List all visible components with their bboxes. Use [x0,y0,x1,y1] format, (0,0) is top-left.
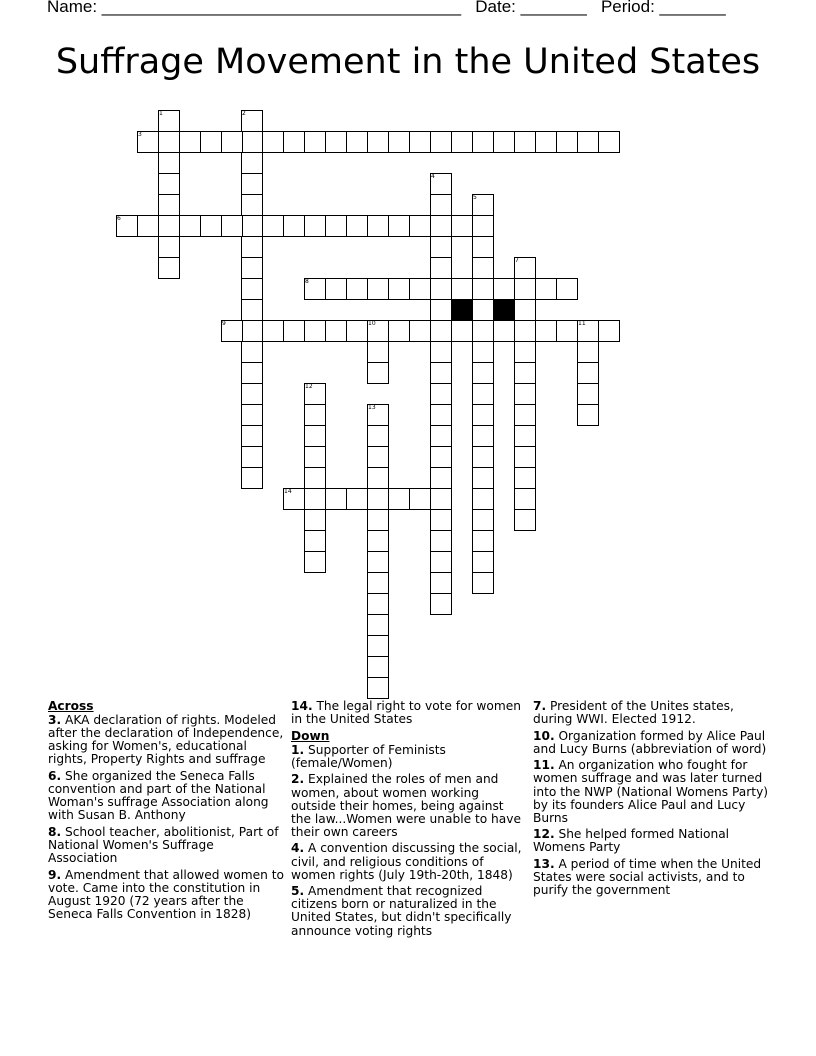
crossword-cell[interactable] [304,509,326,531]
crossword-cell[interactable] [221,215,243,237]
crossword-cell[interactable] [430,194,452,216]
crossword-cell[interactable] [241,341,263,363]
clue-across-6: 6. She organized the Seneca Falls convention and part of the National Woman's suffrage Association along with Susan B. Anthony [48,768,269,823]
crossword-cell[interactable] [241,257,263,279]
crossword-cell[interactable] [346,215,368,237]
crossword-cell[interactable] [325,488,347,510]
across-heading: Across [48,699,94,713]
crossword-cell[interactable] [493,320,515,342]
crossword-cell[interactable] [514,404,536,426]
crossword-cell[interactable] [430,551,452,573]
crossword-cell[interactable] [514,425,536,447]
crossword-cell[interactable] [346,320,368,342]
crossword-cell[interactable] [472,236,494,258]
crossword-cell[interactable] [367,278,389,300]
crossword-cell[interactable] [430,488,452,510]
clue-down-10: 10. Organization formed by Alice Paul and Lucy Burns (abbreviation of word) [533,728,767,756]
crossword-black-cell [493,299,515,321]
crossword-cell[interactable] [304,446,326,468]
crossword-cell[interactable] [367,614,389,636]
crossword-cell[interactable] [325,278,347,300]
crossword-cell[interactable] [472,572,494,594]
crossword-cell[interactable] [137,131,159,153]
crossword-cell[interactable] [493,278,515,300]
crossword-cell[interactable] [367,362,389,384]
crossword-cell[interactable] [388,215,410,237]
crossword-cell[interactable] [472,488,494,510]
clue-number: 10 [368,320,376,327]
crossword-cell[interactable] [304,467,326,489]
down-heading: Down [291,728,330,743]
clues-column-1 [48,700,284,925]
crossword-cell[interactable] [241,194,263,216]
crossword-cell[interactable] [304,278,326,300]
crossword-cell[interactable] [283,215,305,237]
crossword-cell[interactable] [241,110,263,132]
crossword-cell[interactable] [430,173,452,195]
crossword-cell[interactable] [158,131,180,153]
crossword-cell[interactable] [241,131,263,153]
crossword-cell[interactable] [409,320,431,342]
crossword-cell[interactable] [451,278,473,300]
crossword-cell[interactable] [367,320,389,342]
clue-number: 1 [159,110,163,117]
crossword-cell[interactable] [577,320,599,342]
crossword-cell[interactable] [409,215,431,237]
crossword-cell[interactable] [430,299,452,321]
crossword-cell[interactable] [451,320,473,342]
crossword-cell[interactable] [367,656,389,678]
crossword-cell[interactable] [241,362,263,384]
page-title: Suffrage Movement in the United States [55,42,761,82]
crossword-cell[interactable] [430,215,452,237]
crossword-cell[interactable] [514,299,536,321]
crossword-cell[interactable] [158,236,180,258]
crossword-cell[interactable] [514,341,536,363]
clue-number: 11 [578,320,586,327]
crossword-cell[interactable] [535,320,557,342]
crossword-cell[interactable] [388,488,410,510]
clue-across-8: 8. School teacher, abolitionist, Part of National Women's Suffrage Association [48,824,279,866]
crossword-cell[interactable] [514,362,536,384]
crossword-cell[interactable] [241,383,263,405]
crossword-cell[interactable] [158,215,180,237]
crossword-cell[interactable] [472,341,494,363]
crossword-cell[interactable] [409,278,431,300]
crossword-cell[interactable] [179,215,201,237]
crossword-cell[interactable] [430,257,452,279]
crossword-cell[interactable] [241,215,263,237]
crossword-cell[interactable] [367,530,389,552]
crossword-cell[interactable] [158,194,180,216]
crossword-cell[interactable] [430,383,452,405]
crossword-cell[interactable] [283,488,305,510]
crossword-cell[interactable] [493,131,515,153]
crossword-cell[interactable] [409,131,431,153]
header-fields: Name: ______________________________________ Date: _______ Period: _______ [47,0,726,16]
clue-number: 7 [515,257,519,264]
crossword-cell[interactable] [430,509,452,531]
crossword-cell[interactable] [241,173,263,195]
crossword-cell[interactable] [472,299,494,321]
crossword-cell[interactable] [325,131,347,153]
crossword-cell[interactable] [325,215,347,237]
crossword-cell[interactable] [409,488,431,510]
crossword-cell[interactable] [367,425,389,447]
crossword-cell[interactable] [304,383,326,405]
clue-down-12: 12. She helped formed National Womens Party [533,827,730,855]
crossword-cell[interactable] [472,425,494,447]
crossword-cell[interactable] [535,131,557,153]
crossword-cell[interactable] [430,404,452,426]
crossword-cell[interactable] [241,404,263,426]
crossword-cell[interactable] [514,320,536,342]
crossword-cell[interactable] [158,257,180,279]
crossword-cell[interactable] [304,404,326,426]
crossword-cell[interactable] [158,110,180,132]
clue-number: 8 [305,278,309,285]
crossword-cell[interactable] [598,320,620,342]
clue-number: 3 [138,131,142,138]
crossword-cell[interactable] [472,383,494,405]
crossword-cell[interactable] [472,362,494,384]
crossword-cell[interactable] [430,236,452,258]
crossword-cell[interactable] [430,467,452,489]
clue-across-14: 14. The legal right to vote for women in the United States [291,699,521,727]
clue-number: 5 [473,194,477,201]
crossword-cell[interactable] [367,593,389,615]
clue-down-2: 2. Explained the roles of men and women, about women working outside their homes, being against the law...Women were unable to have their own careers [291,772,521,839]
crossword-cell[interactable] [430,593,452,615]
clue-number: 13 [368,404,376,411]
crossword-cell[interactable] [514,488,536,510]
crossword-cell[interactable] [430,278,452,300]
crossword-cell[interactable] [367,572,389,594]
clues-column-3 [533,700,769,901]
crossword-cell[interactable] [367,446,389,468]
crossword-cell[interactable] [577,131,599,153]
crossword-cell[interactable] [451,131,473,153]
crossword-cell[interactable] [200,215,222,237]
crossword-cell[interactable] [388,278,410,300]
crossword-cell[interactable] [346,278,368,300]
crossword-cell[interactable] [262,320,284,342]
crossword-cell[interactable] [367,635,389,657]
crossword-cell[interactable] [514,257,536,279]
crossword-cell[interactable] [388,320,410,342]
clue-number: 9 [222,320,226,327]
clue-number: 2 [242,110,246,117]
clue-down-7: 7. President of the Unites states, during WWI. Elected 1912. [533,699,734,727]
crossword-cell[interactable] [577,383,599,405]
crossword-cell[interactable] [367,551,389,573]
crossword-cell[interactable] [535,278,557,300]
crossword-cell[interactable] [514,383,536,405]
crossword-cell[interactable] [430,572,452,594]
clue-down-1: 1. Supporter of Feminists (female/Women) [291,742,446,770]
clue-across-3: 3. AKA declaration of rights. Modeled after the declaration of Independence, asking for Women's, educational rights, Property Rights and suffrage [48,713,284,767]
crossword-cell[interactable] [367,131,389,153]
crossword-cell[interactable] [472,467,494,489]
crossword-cell[interactable] [430,131,452,153]
clue-number: 4 [431,173,435,180]
crossword-cell[interactable] [367,677,389,699]
clue-down-5: 5. Amendment that recognized citizens born or naturalized in the United States, but didn't specifically announce voting rights [291,884,512,938]
crossword-cell[interactable] [514,278,536,300]
crossword-cell[interactable] [556,131,578,153]
crossword-cell[interactable] [451,215,473,237]
crossword-cell[interactable] [577,362,599,384]
crossword-black-cell [451,299,473,321]
crossword-cell[interactable] [514,509,536,531]
crossword-cell[interactable] [472,278,494,300]
crossword-cell[interactable] [304,425,326,447]
crossword-cell[interactable] [577,404,599,426]
crossword-cell[interactable] [388,131,410,153]
crossword-cell[interactable] [325,320,347,342]
crossword-cell[interactable] [241,467,263,489]
clue-number: 12 [305,383,313,390]
crossword-cell[interactable] [116,215,138,237]
crossword-cell[interactable] [304,131,326,153]
crossword-cell[interactable] [472,215,494,237]
crossword-cell[interactable] [472,509,494,531]
crossword-cell[interactable] [430,320,452,342]
crossword-cell[interactable] [304,320,326,342]
crossword-cell[interactable] [556,278,578,300]
crossword-cell[interactable] [241,425,263,447]
crossword-cell[interactable] [430,341,452,363]
crossword-cell[interactable] [472,194,494,216]
crossword-cell[interactable] [367,467,389,489]
clue-number: 6 [117,215,121,222]
crossword-cell[interactable] [556,320,578,342]
crossword-cell[interactable] [472,320,494,342]
crossword-cell[interactable] [430,425,452,447]
crossword-cell[interactable] [262,131,284,153]
crossword-cell[interactable] [472,131,494,153]
crossword-cell[interactable] [262,215,284,237]
crossword-cell[interactable] [472,404,494,426]
crossword-cell[interactable] [221,320,243,342]
crossword-cell[interactable] [367,488,389,510]
crossword-cell[interactable] [514,131,536,153]
crossword-cell[interactable] [179,131,201,153]
crossword-cell[interactable] [241,320,263,342]
crossword-cell[interactable] [221,131,243,153]
clue-down-11: 11. An organization who fought for women suffrage and was later turned into the NWP (National Womens Party) by its founders Alice Paul and Lucy Burns [533,758,769,825]
crossword-cell[interactable] [430,362,452,384]
clues-column-2 [291,700,527,941]
clue-across-9: 9. Amendment that allowed women to vote. Came into the constitution in August 1920 (72 years after the Seneca Falls Convention in 1828) [48,867,284,921]
clue-number: 14 [284,488,292,495]
crossword-cell[interactable] [346,488,368,510]
crossword-cell[interactable] [367,215,389,237]
crossword-cell[interactable] [241,278,263,300]
crossword-cell[interactable] [598,131,620,153]
crossword-cell[interactable] [241,152,263,174]
crossword-cell[interactable] [241,446,263,468]
crossword-cell[interactable] [430,446,452,468]
crossword-cell[interactable] [514,467,536,489]
crossword-cell[interactable] [304,215,326,237]
crossword-cell[interactable] [283,320,305,342]
crossword-cell[interactable] [367,404,389,426]
crossword-cell[interactable] [158,173,180,195]
crossword-cell[interactable] [137,215,159,237]
crossword-cell[interactable] [304,530,326,552]
crossword-cell[interactable] [367,509,389,531]
clue-down-13: 13. A period of time when the United States were social activists, and to purify the government [533,857,762,898]
crossword-cell[interactable] [472,257,494,279]
crossword-cell[interactable] [241,299,263,321]
crossword-cell[interactable] [430,530,452,552]
crossword-cell[interactable] [304,551,326,573]
crossword-cell[interactable] [514,446,536,468]
crossword-cell[interactable] [158,152,180,174]
crossword-cell[interactable] [200,131,222,153]
crossword-cell[interactable] [577,341,599,363]
crossword-cell[interactable] [367,341,389,363]
crossword-cell[interactable] [472,530,494,552]
crossword-cell[interactable] [283,131,305,153]
crossword-cell[interactable] [472,551,494,573]
crossword-cell[interactable] [472,446,494,468]
crossword-cell[interactable] [241,236,263,258]
crossword-cell[interactable] [346,131,368,153]
crossword-cell[interactable] [304,488,326,510]
clue-down-4: 4. A convention discussing the social, civil, and religious conditions of women rights (July 19th-20th, 1848) [291,841,522,882]
